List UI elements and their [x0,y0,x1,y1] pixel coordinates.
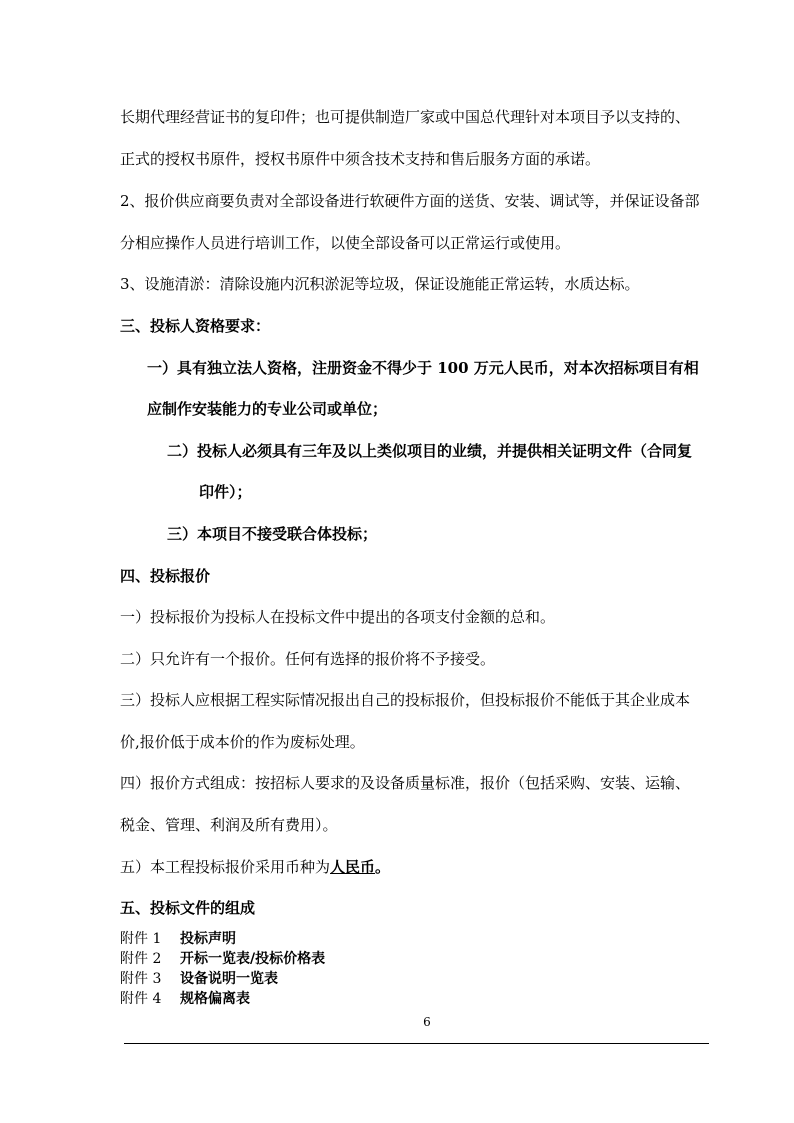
body-text-line: 正式的授权书原件，授权书原件中须含技术支持和售后服务方面的承诺。 [120,150,601,168]
attachment-label: 附件 4 [120,991,162,1007]
body-text-line: 3、设施清淤：清除设施内沉积淤泥等垃圾，保证设施能正常运转，水质达标。 [120,275,640,293]
attachment-item [120,970,278,988]
currency-line [120,857,390,877]
currency-line-end: 。 [375,858,391,876]
body-text-line: 二）只允许有一个报价。任何有选择的报价将不予接受。 [120,650,496,668]
qualification-item: 二）投标人必须具有三年及以上类似项目的业绩，并提供相关证明文件（合同复 [167,442,693,460]
attachment-item [120,990,250,1008]
currency-line-prefix: 五）本工程投标报价采用币种为 [120,858,331,876]
body-text-line: 四）报价方式组成：按招标人要求的及设备质量标准，报价（包括采购、安装、运输、 [120,774,691,792]
body-text-line: 2、报价供应商要负责对全部设备进行软硬件方面的送货、安装、调试等，并保证设备部 [120,192,700,210]
qualification-item-cont: 应制作安装能力的专业公司或单位； [147,400,388,418]
attachment-title: 开标一览表/投标价格表 [180,951,326,967]
attachment-label: 附件 1 [120,931,162,947]
attachment-title: 设备说明一览表 [180,971,278,987]
page-number: 6 [423,1015,431,1029]
currency-value: 人民币 [330,858,376,876]
qualification-item: 三）本项目不接受联合体投标； [167,525,378,543]
footer-divider [124,1043,709,1044]
body-text-line: 价,报价低于成本价的作为废标处理。 [120,733,365,751]
body-text-line: 分相应操作人员进行培训工作，以使全部设备可以正常运行或使用。 [120,234,571,252]
attachment-item [120,930,236,948]
qualification-item: 一）具有独立法人资格，注册资金不得少于 100 万元人民币，对本次招标项目有相 [147,359,699,377]
attachment-label: 附件 3 [120,971,162,987]
attachment-title: 规格偏离表 [180,991,250,1007]
body-text-line: 长期代理经营证书的复印件；也可提供制造厂家或中国总代理针对本项目予以支持的、 [120,108,691,126]
section-heading: 四、投标报价 [120,567,211,585]
body-text-line: 一）投标报价为投标人在投标文件中提出的各项支付金额的总和。 [120,608,556,626]
attachment-item [120,950,325,968]
body-text-line: 三）投标人应根据工程实际情况报出自己的投标报价，但投标报价不能低于其企业成本 [120,691,691,709]
section-heading: 三、投标人资格要求： [120,317,271,335]
qualification-item-cont: 印件）； [199,483,252,501]
section-heading: 五、投标文件的组成 [120,899,256,917]
attachment-title: 投标声明 [180,931,236,947]
attachment-label: 附件 2 [120,951,162,967]
body-text-line: 税金、管理、利润及所有费用）。 [120,816,338,834]
